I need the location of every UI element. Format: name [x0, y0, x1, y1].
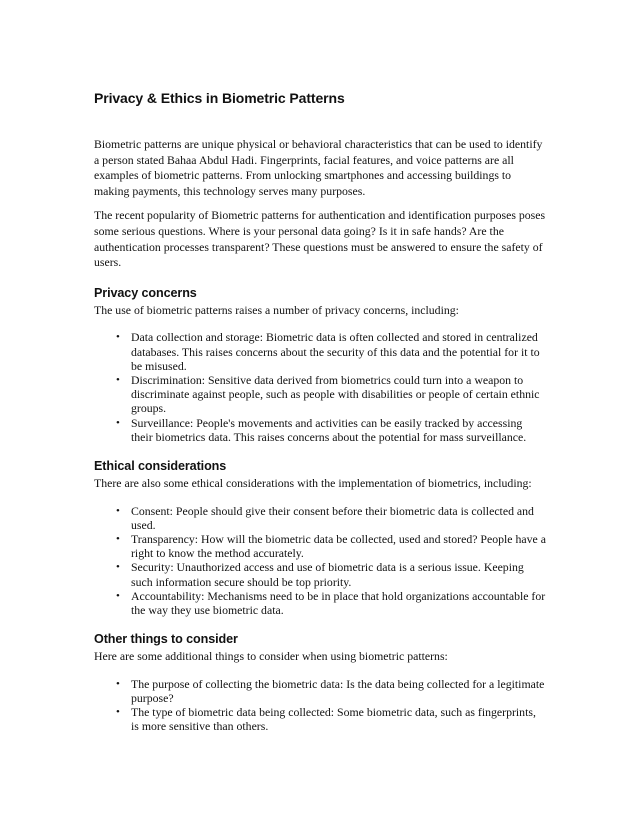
section-intro-ethical-considerations: There are also some ethical considerations with the implementation of biometrics, including:	[94, 475, 532, 490]
bullet-icon: •	[116, 331, 120, 344]
bullet-icon: •	[116, 677, 120, 690]
section-heading-ethical-considerations: Ethical considerations	[94, 458, 227, 473]
list-item	[116, 705, 546, 734]
bullet-list-privacy-concerns	[94, 330, 546, 444]
list-item-text: Surveillance: People's movements and activities can be easily tracked by accessing their biometrics data. This raises concerns about the potential for mass surveillance.	[131, 415, 527, 444]
list-item	[116, 531, 546, 561]
document-page	[94, 89, 546, 734]
bullet-icon: •	[116, 561, 120, 574]
list-item	[116, 676, 546, 705]
list-item	[116, 503, 546, 532]
bullet-list-ethical-considerations	[94, 504, 546, 618]
list-item	[116, 330, 546, 373]
list-item-text: Transparency: How will the biometric data be collected, used and stored? People have a right to know the method accurately.	[131, 531, 546, 561]
section-heading-privacy-concerns: Privacy concerns	[94, 285, 197, 300]
intro-paragraph-2: The recent popularity of Biometric patterns for authentication and identification purposes poses some serious questions. Where is your personal data going? Is it in safe hands? Are the authentication processes transparent? These questions must be answered to ensure the safety of users.	[94, 208, 546, 270]
list-item-text: Security: Unauthorized access and use of biometric data is a serious issue. Keeping such information secure should be top priority.	[131, 560, 524, 589]
list-item-text: Discrimination: Sensitive data derived from biometrics could turn into a weapon to discriminate against people, such as people with disabilities or people of certain ethnic groups.	[131, 372, 540, 416]
list-item	[116, 588, 546, 617]
list-item-text: The purpose of collecting the biometric data: Is the data being collected for a legitimate purpose?	[131, 676, 545, 705]
list-item-text: Accountability: Mechanisms need to be in place that hold organizations accountable for the way they use biometric data.	[131, 588, 546, 617]
list-item-text: The type of biometric data being collected: Some biometric data, such as fingerprints, is more sensitive than others.	[131, 705, 536, 734]
intro-paragraph-1: Biometric patterns are unique physical or behavioral characteristics that can be used to identify a person stated Bahaa Abdul Hadi. Fingerprints, facial features, and voice patterns are all examples of biometric patterns. From unlocking smartphones and accessing buildings to making payments, this technology serves many purposes.	[94, 137, 543, 198]
list-item-text: Consent: People should give their consent before their biometric data is collected and used.	[131, 503, 534, 532]
bullet-list-other-things	[94, 677, 546, 734]
bullet-icon: •	[116, 416, 120, 429]
list-item	[116, 372, 546, 416]
section-heading-other-things: Other things to consider	[94, 632, 238, 647]
bullet-icon: •	[116, 373, 120, 386]
list-item	[116, 415, 546, 444]
bullet-icon: •	[116, 589, 120, 602]
list-item-text: Data collection and storage: Biometric data is often collected and stored in centralized databases. This raises concerns about the security of this data and the potential for it to be misused.	[131, 330, 540, 373]
section-intro-privacy-concerns: The use of biometric patterns raises a number of privacy concerns, including:	[94, 302, 459, 317]
document-title: Privacy & Ethics in Biometric Patterns	[94, 90, 345, 106]
bullet-icon: •	[116, 504, 120, 517]
bullet-icon: •	[116, 532, 120, 545]
list-item	[116, 560, 546, 589]
bullet-icon: •	[116, 706, 120, 719]
section-intro-other-things: Here are some additional things to consider when using biometric patterns:	[94, 649, 448, 664]
